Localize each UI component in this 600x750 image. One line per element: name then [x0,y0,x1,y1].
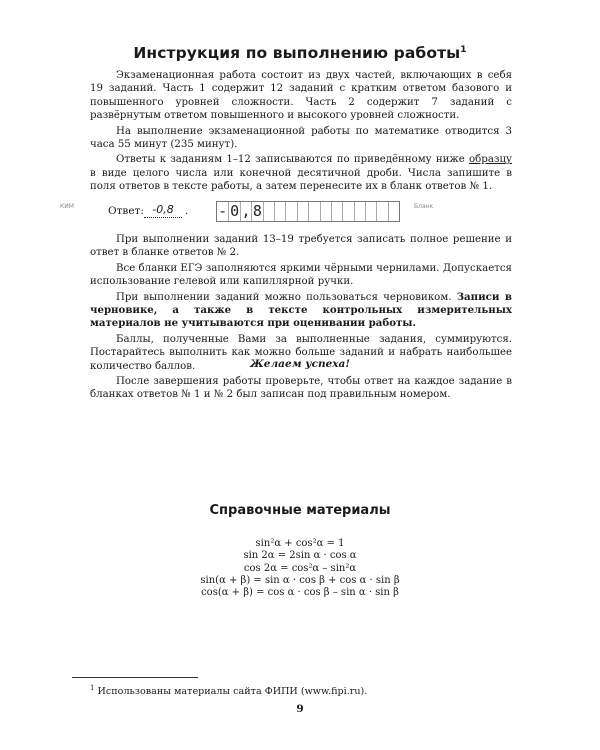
answer-label: Ответ: [108,205,144,217]
answer-cell [274,202,285,221]
formula-line: cos 2α = cos²α – sin²α [243,562,357,574]
answer-cell [308,202,319,221]
formula-line: sin 2α = 2sin α · cos α [243,550,357,562]
sample-link-text: образцу [469,154,512,166]
formula-line: sin²α + cos²α = 1 [255,538,345,549]
paragraph-draft: При выполнении заданий можно пользоваться черновиком. Записи в черновике, а также в тексте контрольных измерительных материалов не учитываются при оценивании работы. [90,290,512,330]
answer-cell [354,202,365,221]
answer-cell [365,202,376,221]
answer-cells [216,201,400,222]
kim-label: КИМ [60,203,74,210]
answer-cell [297,202,308,221]
answer-cell [376,202,387,221]
page-number: 9 [296,703,304,715]
formula-list [0,538,600,599]
answer-cell [388,202,399,221]
draft-warning: Записи в черновике, а также в тексте контрольных измерительных материалов не учитываются при оценивании работы. [90,290,512,330]
answer-cell [285,202,296,221]
footnote-mark: 1 [90,684,95,692]
answer-cell [342,202,353,221]
footnote: $^1$ Использованы материалы сайта ФИПИ (www.fipi.ru). [90,684,368,698]
blank-label: Бланк [414,203,434,210]
footnote-divider [72,677,198,678]
paragraph-duration: На выполнение экзаменационной работы по математике отводится 3 часа 55 минут (235 минут). [90,125,512,151]
reference-title: Справочные материалы [209,503,391,518]
page-title: Инструкция по выполнению работы$^1$ [133,44,467,62]
title-footnote-mark: 1 [460,44,467,55]
answer-dot: . [185,205,189,217]
paragraph-scores: Баллы, полученные Вами за выполненные задания, суммируются. Постарайтесь выполнить как можно больше заданий и набрать наибольшее количество баллов. [90,333,512,372]
paragraph-ink: Все бланки ЕГЭ заполняются яркими чёрными чернилами. Допускается использование гелевой или капиллярной ручки. [90,262,512,288]
answer-example [60,201,520,223]
instruction-text-bottom [90,233,512,404]
paragraph-structure: Экзаменационная работа состоит из двух частей, включающих в себя 19 заданий. Часть 1 содержит 12 заданий с кратким ответом базового и повышенного уровней сложности. Часть 2 содержит 7 заданий с развёрнутым ответом повышенного и высокого уровней сложности. [90,70,512,122]
answer-cell: 8 [252,202,262,220]
answer-cell: - [218,202,228,220]
answer-value: -0,8 [144,203,182,218]
paragraph-answers: Ответы к заданиям 1–12 записываются по приведённому ниже образцу в виде целого числа или конечной десятичной дроби. Числа запишите в поля ответов в тексте работы, а затем перенесите их в бланк ответов № 1. [90,154,512,193]
paragraph-check: После завершения работы проверьте, чтобы ответ на каждое задание в бланках ответов № 1 и № 2 был записан под правильным номером. [90,376,512,401]
paragraph-part2: При выполнении заданий 13–19 требуется записать полное решение и ответ в бланке ответов № 2. [90,234,512,259]
answer-cell: , [241,202,251,220]
formula-line: sin(α + β) = sin α · cos β + cos α · sin β [200,574,400,586]
answer-cell [263,202,274,221]
instruction-text-top [90,69,512,196]
answer-cell [331,202,342,221]
formula-line: cos(α + β) = cos α · cos β – sin α · sin β [201,587,399,599]
answer-cell: 0 [230,202,240,220]
wish-text: Желаем успеха! [250,358,350,370]
answer-cell [320,202,331,221]
